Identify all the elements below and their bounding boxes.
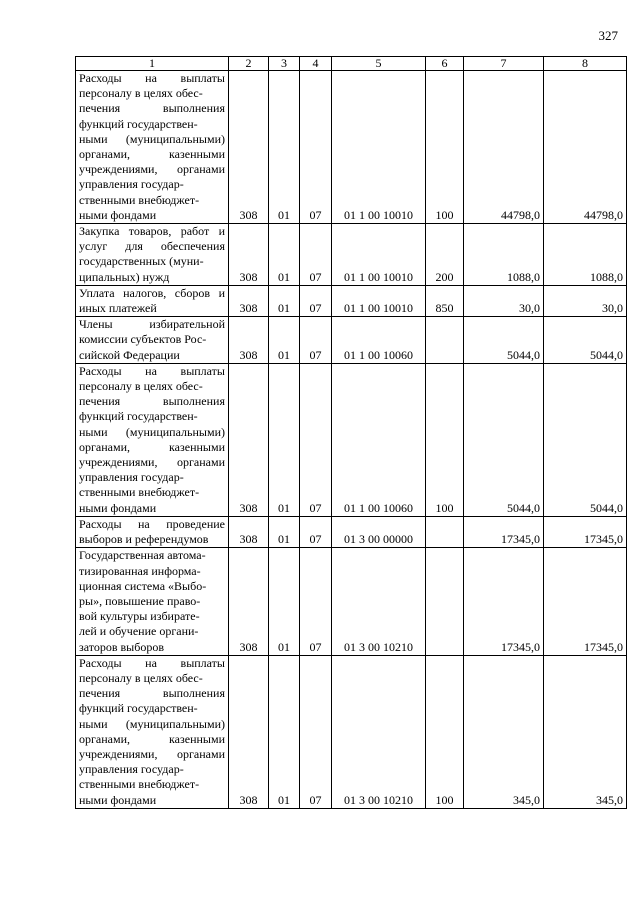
cell-col5: 01 3 00 10210 [332, 655, 426, 808]
cell-col7: 345,0 [464, 655, 544, 808]
cell-col3: 01 [269, 516, 300, 547]
cell-col3: 01 [269, 285, 300, 316]
header-row [76, 57, 627, 71]
cell-col3: 01 [269, 317, 300, 364]
cell-col4: 07 [300, 285, 332, 316]
cell-col6: 100 [426, 363, 464, 516]
cell-col4: 07 [300, 317, 332, 364]
cell-col8: 44798,0 [544, 71, 627, 224]
cell-col2: 308 [229, 548, 269, 655]
row-name: Расходы на выплаты персоналу в целях обес- печения выполнения функций государствен- ными (муниципальными) органами, казенными учреждениями, органами управления государ- ственными внебюджет- ными фондами [76, 71, 229, 224]
table-row [76, 516, 627, 547]
cell-col7: 30,0 [464, 285, 544, 316]
cell-col4: 07 [300, 548, 332, 655]
cell-col8: 5044,0 [544, 363, 627, 516]
cell-col5: 01 3 00 10210 [332, 548, 426, 655]
cell-col2: 308 [229, 317, 269, 364]
cell-col3: 01 [269, 548, 300, 655]
cell-col8: 17345,0 [544, 548, 627, 655]
table-row [76, 655, 627, 808]
cell-col3: 01 [269, 363, 300, 516]
cell-col5: 01 1 00 10060 [332, 317, 426, 364]
cell-col5: 01 1 00 10060 [332, 363, 426, 516]
cell-col2: 308 [229, 516, 269, 547]
cell-col6: 850 [426, 285, 464, 316]
cell-col5: 01 3 00 00000 [332, 516, 426, 547]
cell-col4: 07 [300, 71, 332, 224]
cell-col6 [426, 317, 464, 364]
cell-col6 [426, 548, 464, 655]
header-cell: 6 [426, 57, 464, 71]
cell-col6: 100 [426, 655, 464, 808]
page-number: 327 [598, 28, 618, 43]
table-row [76, 317, 627, 364]
budget-table [75, 56, 627, 809]
cell-col4: 07 [300, 363, 332, 516]
cell-col2: 308 [229, 655, 269, 808]
cell-col8: 1088,0 [544, 224, 627, 286]
cell-col5: 01 1 00 10010 [332, 71, 426, 224]
cell-col7: 17345,0 [464, 548, 544, 655]
row-name: Закупка товаров, работ и услуг для обеспечения государственных (муни- ципальных) нужд [76, 224, 229, 286]
cell-col4: 07 [300, 516, 332, 547]
table-row [76, 71, 627, 224]
table-row [76, 548, 627, 655]
header-cell: 7 [464, 57, 544, 71]
cell-col5: 01 1 00 10010 [332, 224, 426, 286]
row-name: Расходы на выплаты персоналу в целях обес- печения выполнения функций государствен- ными (муниципальными) органами, казенными учреждениями, органами управления государ- ственными внебюджет- ными фондами [76, 655, 229, 808]
table-row [76, 224, 627, 286]
cell-col7: 5044,0 [464, 363, 544, 516]
header-cell: 8 [544, 57, 627, 71]
cell-col3: 01 [269, 71, 300, 224]
cell-col8: 30,0 [544, 285, 627, 316]
cell-col7: 1088,0 [464, 224, 544, 286]
cell-col2: 308 [229, 285, 269, 316]
cell-col7: 5044,0 [464, 317, 544, 364]
cell-col6 [426, 516, 464, 547]
cell-col7: 17345,0 [464, 516, 544, 547]
header-cell: 3 [269, 57, 300, 71]
cell-col5: 01 1 00 10010 [332, 285, 426, 316]
header-cell: 4 [300, 57, 332, 71]
cell-col2: 308 [229, 363, 269, 516]
cell-col3: 01 [269, 224, 300, 286]
cell-col2: 308 [229, 224, 269, 286]
cell-col8: 17345,0 [544, 516, 627, 547]
cell-col8: 345,0 [544, 655, 627, 808]
header-cell: 5 [332, 57, 426, 71]
cell-col7: 44798,0 [464, 71, 544, 224]
cell-col4: 07 [300, 224, 332, 286]
cell-col6: 100 [426, 71, 464, 224]
cell-col2: 308 [229, 71, 269, 224]
row-name: Расходы на проведение выборов и референдумов [76, 516, 229, 547]
row-name: Государственная автома- тизированная информа- ционная система «Выбо- ры», повышение право- вой культуры избирате- лей и обучение органи- заторов выборов [76, 548, 229, 655]
row-name: Члены избирательной комиссии субъектов Рос- сийской Федерации [76, 317, 229, 364]
table-row [76, 285, 627, 316]
table-row [76, 363, 627, 516]
row-name: Расходы на выплаты персоналу в целях обес- печения выполнения функций государствен- ными (муниципальными) органами, казенными учреждениями, органами управления государ- ственными внебюджет- ными фондами [76, 363, 229, 516]
cell-col4: 07 [300, 655, 332, 808]
header-cell: 2 [229, 57, 269, 71]
cell-col3: 01 [269, 655, 300, 808]
row-name: Уплата налогов, сборов и иных платежей [76, 285, 229, 316]
cell-col8: 5044,0 [544, 317, 627, 364]
cell-col6: 200 [426, 224, 464, 286]
header-cell: 1 [76, 57, 229, 71]
